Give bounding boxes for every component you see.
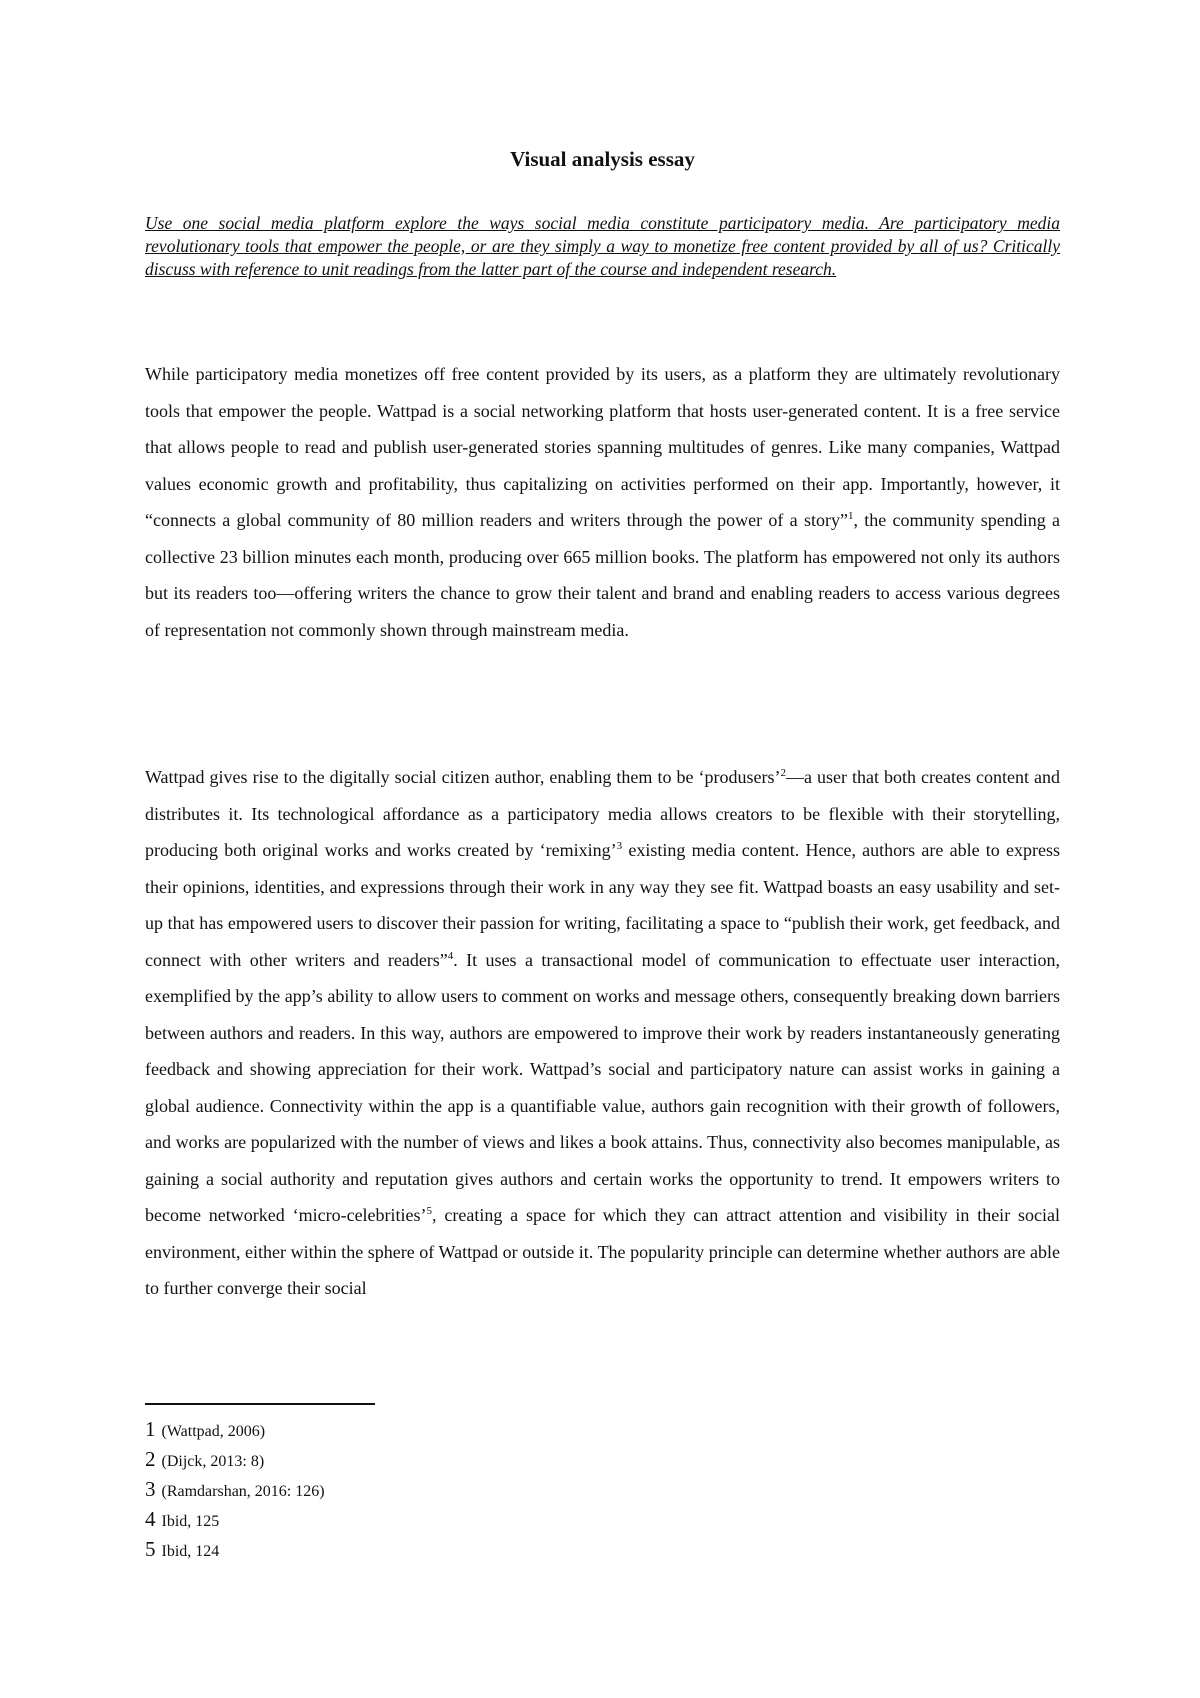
- footnote-ref-4: 4: [447, 949, 454, 962]
- footnote-text: (Dijck, 2013: 8): [161, 1453, 265, 1470]
- footnote-item: [145, 1474, 745, 1504]
- footnote-ref-5: 5: [426, 1205, 433, 1217]
- footnote-number: 5: [145, 1537, 156, 1561]
- body-paragraph-1: [145, 356, 1060, 648]
- footnote-text: (Ramdarshan, 2016: 126): [161, 1483, 325, 1500]
- footnote-text: Ibid, 125: [161, 1513, 220, 1530]
- paragraph-text: Wattpad gives rise to the digitally social citizen author, enabling them to be ‘produsers’: [145, 767, 781, 787]
- paragraph-text: . It uses a transactional model of communication to effectuate user interaction, exemplified by the app’s ability to allow users to comment on works and message others, consequently breaking down barriers between authors and readers. In this way, authors are empowered to improve their work by readers instantaneously generating feedback and showing appreciation for their work. Wattpad’s social and participatory nature can assist works in gaining a global audience. Connectivity within the app is a quantifiable value, authors gain recognition with their growth of followers, and works are popularized with the number of views and likes a book attains. Thus, connectivity also becomes manipulable, as gaining a social authority and reputation gives authors and certain works the opportunity to trend. It empowers writers to become networked ‘micro-celebrities’: [145, 949, 1060, 1225]
- footnote-item: [145, 1504, 745, 1534]
- document-page: [145, 0, 1060, 1698]
- footnote-number: 2: [145, 1447, 156, 1471]
- essay-prompt: Use one social media platform explore the ways social media constitute participatory media. Are participatory media revolutionary tools that empower the people, or are they simply a way to monetize free content provided by all of us? Critically discuss with reference to unit readings from the latter part of the course and independent research.: [145, 213, 1060, 279]
- footnote-text: Ibid, 124: [161, 1543, 220, 1560]
- footnote-item: [145, 1534, 745, 1564]
- paragraph-text: existing media content. Hence, authors are able to express their opinions, identities, and expressions through their work in any way they see fit. Wattpad boasts an easy usability and set-up that has empowered users to discover their passion for writing, facilitating a space to “publish their work, get feedback, and connect with other writers and readers”: [145, 840, 1060, 970]
- footnote-text: (Wattpad, 2006): [161, 1423, 266, 1440]
- footnote-number: 3: [145, 1477, 156, 1501]
- footnote-ref-2: 2: [780, 767, 786, 779]
- footnote-ref-1: 1: [847, 510, 854, 522]
- body-paragraph-2: [145, 759, 1060, 1307]
- footnotes-list: [145, 1414, 745, 1564]
- paragraph-text: , the community spending a collective 23 billion minutes each month, producing over 665 million books. The platform has empowered not only its authors but its readers too—offering writers the chance to grow their talent and brand and enabling readers to access various degrees of representation not commonly shown through mainstream media.: [145, 510, 1061, 640]
- paragraph-text: , creating a space for which they can attract attention and visibility in their social environment, either within the sphere of Wattpad or outside it. The popularity principle can determine whether authors are able to further converge their social: [145, 1205, 1060, 1298]
- footnote-item: [145, 1444, 745, 1474]
- footnote-number: 1: [145, 1417, 156, 1441]
- footnote-number: 4: [145, 1507, 156, 1531]
- paragraph-text: —a user that both creates content and distributes it. Its technological affordance as a participatory media allows creators to be flexible with their storytelling, producing both original works and works created by ‘remixing’: [145, 767, 1061, 860]
- footnote-ref-3: 3: [616, 840, 623, 852]
- footnote-item: [145, 1414, 745, 1444]
- paragraph-text: While participatory media monetizes off free content provided by its users, as a platform they are ultimately revolutionary tools that empower the people. Wattpad is a social networking platform that hosts user-generated content. It is a free service that allows people to read and publish user-generated stories spanning multitudes of genres. Like many companies, Wattpad values economic growth and profitability, thus capitalizing on activities performed on their app. Importantly, however, it “connects a global community of 80 million readers and writers through the power of a story”: [145, 364, 1060, 530]
- essay-title: Visual analysis essay: [510, 147, 695, 171]
- footnote-separator: [145, 1403, 375, 1405]
